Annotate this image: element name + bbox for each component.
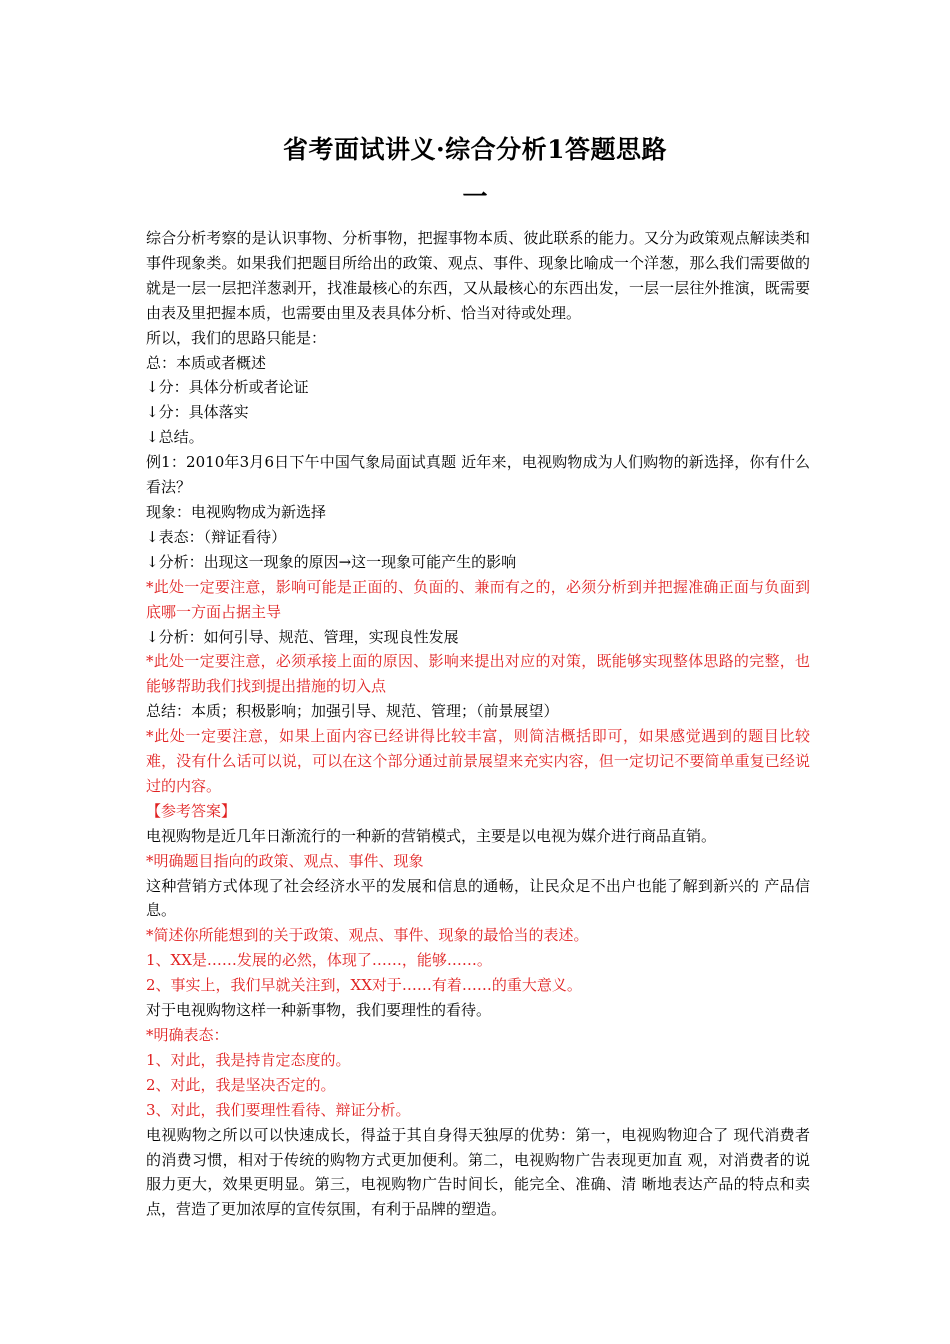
body-paragraph: ↓总结。 <box>146 428 204 447</box>
body-paragraph: 总：本质或者概述 <box>146 353 267 372</box>
document-subtitle: 一 <box>462 182 488 211</box>
emphasis-paragraph: *明确题目指向的政策、观点、事件、现象 <box>146 851 424 870</box>
emphasis-paragraph: 2、对此，我是坚决否定的。 <box>146 1075 336 1094</box>
emphasis-paragraph: 2、事实上，我们早就关注到，XX对于……有着……的重大意义。 <box>146 976 582 995</box>
document-title: 省考面试讲义·综合分析1答题思路 <box>282 135 668 164</box>
body-paragraph: ↓分析：出现这一现象的原因→这一现象可能产生的影响 <box>146 552 517 571</box>
emphasis-paragraph: 1、对此，我是持肯定态度的。 <box>146 1050 351 1069</box>
body-paragraph: 对于电视购物这样一种新事物，我们要理性的看待。 <box>146 1001 492 1020</box>
body-paragraph: ↓表态：（辩证看待） <box>146 527 287 546</box>
emphasis-paragraph: *此处一定要注意，如果上面内容已经讲得比较丰富，则简洁概括即可，如果感觉遇到的题目比较难，没有什么话可以说，可以在这个部分通过前景展望来充实内容，但一定切记不要简单重复已经说过的内容。 <box>146 727 810 795</box>
emphasis-paragraph: *此处一定要注意，必须承接上面的原因、影响来提出对应的对策，既能够实现整体思路的完整，也能够帮助我们找到提出措施的切入点 <box>146 652 810 696</box>
document-body <box>146 226 810 1222</box>
body-paragraph: 这种营销方式体现了社会经济水平的发展和信息的通畅，让民众足不出户也能了解到新兴的 产品信息。 <box>146 876 810 920</box>
emphasis-paragraph: *简述你所能想到的关于政策、观点、事件、现象的最恰当的表述。 <box>146 926 589 945</box>
body-paragraph: 综合分析考察的是认识事物、分析事物，把握事物本质、彼此联系的能力。又分为政策观点解读类和事件现象类。如果我们把题目所给出的政策、观点、事件、现象比喻成一个洋葱，那么我们需要做的就是一层一层把洋葱剥开，找准最核心的东西，又从最核心的东西出发，一层一层往外推演，既需要由表及里把握本质，也需要由里及表具体分析、恰当对待或处理。 <box>146 229 810 322</box>
body-paragraph: ↓分析：如何引导、规范、管理，实现良性发展 <box>146 627 459 646</box>
body-paragraph: 电视购物之所以可以快速成长，得益于其自身得天独厚的优势：第一，电视购物迎合了 现代消费者的消费习惯，相对于传统的购物方式更加便利。第二，电视购物广告表现更加直 观，对消费者的说服力更大，效果更明显。第三，电视购物广告时间长，能完全、准确、清 晰地表达产品的特点和卖点，营造了更加浓厚的宣传氛围，有利于品牌的塑造。 <box>146 1125 810 1219</box>
body-paragraph: ↓分：具体落实 <box>146 403 249 422</box>
body-paragraph: 电视购物是近几年日渐流行的一种新的营销模式，主要是以电视为媒介进行商品直销。 <box>146 826 717 845</box>
emphasis-paragraph: 1、XX是……发展的必然，体现了……，能够……。 <box>146 951 492 970</box>
emphasis-paragraph: 3、对此，我们要理性看待、辩证分析。 <box>146 1100 411 1119</box>
body-paragraph: ↓分：具体分析或者论证 <box>146 378 309 397</box>
emphasis-paragraph: *此处一定要注意，影响可能是正面的、负面的、兼而有之的，必须分析到并把握准确正面与负面到底哪一方面占据主导 <box>146 577 810 621</box>
emphasis-paragraph: *明确表态： <box>146 1026 229 1044</box>
body-paragraph: 总结：本质；积极影响；加强引导、规范、管理；（前景展望） <box>146 702 559 721</box>
body-paragraph: 现象：电视购物成为新选择 <box>146 502 327 521</box>
body-paragraph: 例1：2010年3月6日下午中国气象局面试真题 近年来，电视购物成为人们购物的新选择，你有什么看法？ <box>146 453 810 497</box>
emphasis-paragraph: 【参考答案】 <box>146 801 237 820</box>
body-paragraph: 所以，我们的思路只能是： <box>146 328 327 347</box>
